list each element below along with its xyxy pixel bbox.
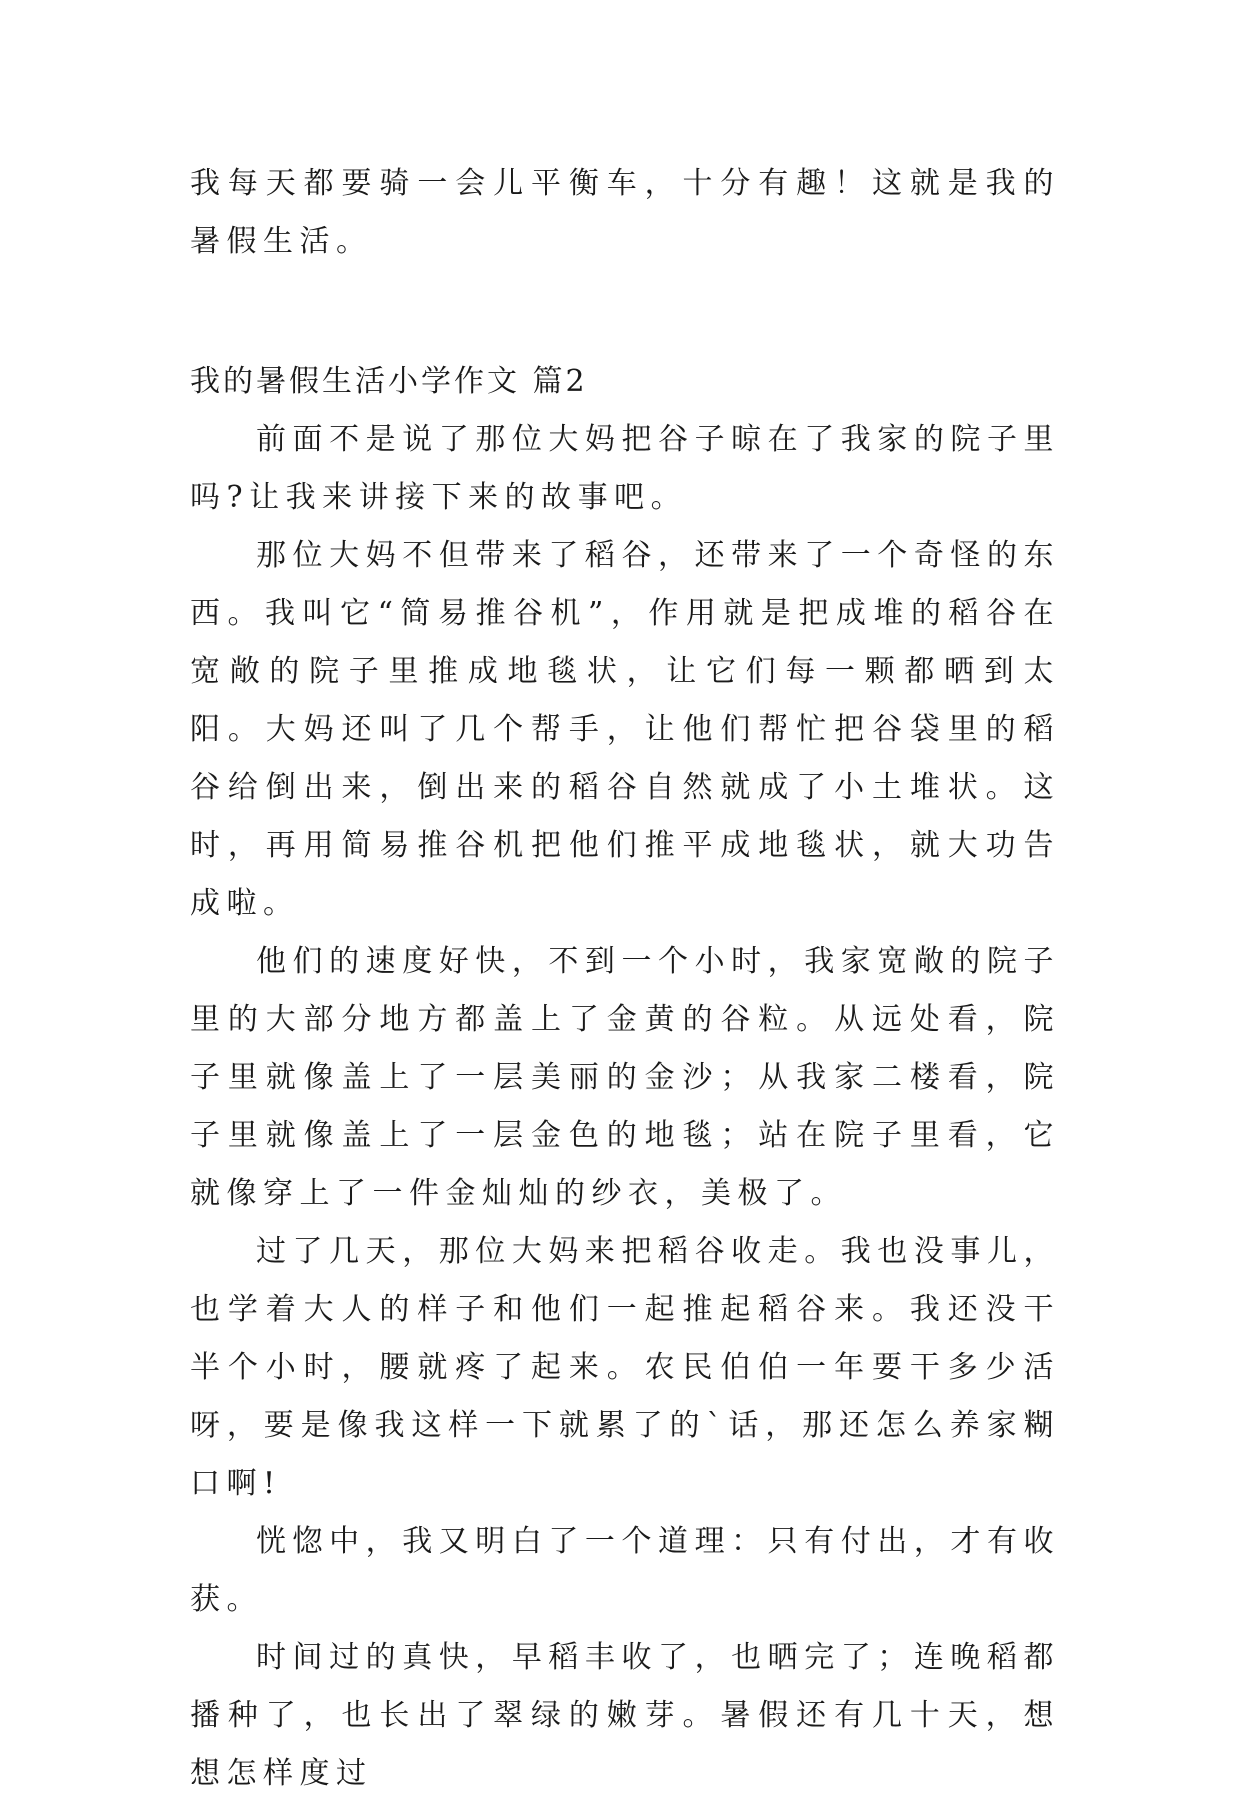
paragraph-3: 他们的速度好快，不到一个小时，我家宽敞的院子里的大部分地方都盖上了金黄的谷粒。从远处看，院子里就像盖上了一层美丽的金沙；从我家二楼看，院子里就像盖上了一层金色的地毯；站在院子里看，它就像穿上了一件金灿灿的纱衣，美极了。 bbox=[190, 944, 1060, 1211]
section-heading: 我的暑假生活小学作文 篇2 bbox=[190, 364, 588, 399]
paragraph-6: 时间过的真快，早稻丰收了，也晒完了；连晚稻都播种了，也长出了翠绿的嫩芽。暑假还有几十天，想想怎样度过 bbox=[190, 1640, 1060, 1791]
paragraph-5: 恍惚中，我又明白了一个道理：只有付出，才有收获。 bbox=[190, 1524, 1060, 1617]
paragraph-continued: 我每天都要骑一会儿平衡车，十分有趣！这就是我的暑假生活。 bbox=[190, 166, 1060, 259]
essay-text bbox=[190, 155, 1060, 1803]
section-gap bbox=[190, 271, 1060, 353]
paragraph-1: 前面不是说了那位大妈把谷子晾在了我家的院子里吗?让我来讲接下来的故事吧。 bbox=[190, 422, 1060, 515]
paragraph-2: 那位大妈不但带来了稻谷，还带来了一个奇怪的东西。我叫它“简易推谷机”，作用就是把成堆的稻谷在宽敞的院子里推成地毯状，让它们每一颗都晒到太阳。大妈还叫了几个帮手，让他们帮忙把谷袋里的稻谷给倒出来，倒出来的稻谷自然就成了小土堆状。这时，再用简易推谷机把他们推平成地毯状，就大功告成啦。 bbox=[190, 538, 1060, 921]
paragraph-4: 过了几天，那位大妈来把稻谷收走。我也没事儿，也学着大人的样子和他们一起推起稻谷来。我还没干半个小时，腰就疼了起来。农民伯伯一年要干多少活呀，要是像我这样一下就累了的`话，那还怎么养家糊口啊! bbox=[190, 1234, 1060, 1501]
